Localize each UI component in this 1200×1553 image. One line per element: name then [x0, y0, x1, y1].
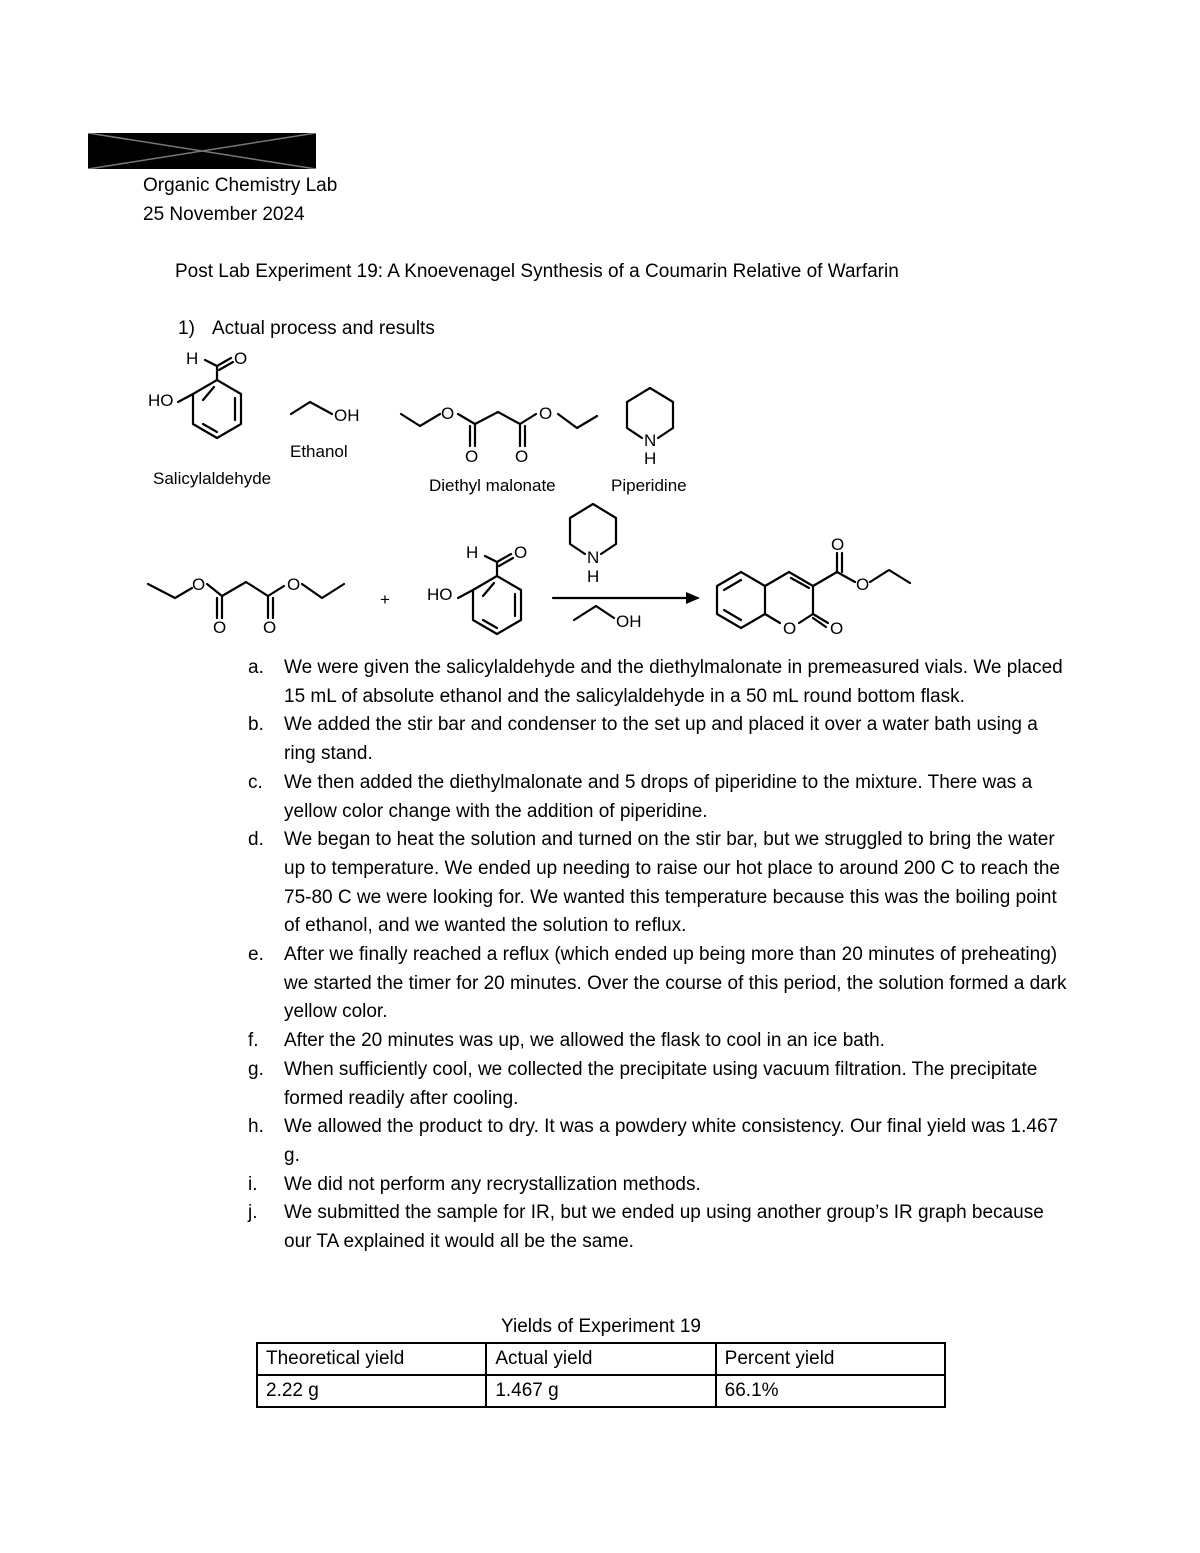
- atom-label: O: [263, 618, 277, 637]
- redacted-name-box: [88, 133, 316, 169]
- atom-label: HO: [427, 585, 453, 604]
- report-date: 25 November 2024: [143, 204, 305, 225]
- coumarin-product-structure: [717, 553, 910, 628]
- step-label: h.: [248, 1116, 264, 1138]
- atom-label: O: [465, 447, 479, 466]
- list-item: [248, 1027, 1068, 1056]
- atom-label: H: [587, 567, 600, 586]
- step-text: After the 20 minutes was up, we allowed the flask to cool in an ice bath.: [284, 1030, 885, 1052]
- step-label: b.: [248, 714, 264, 736]
- reaction-malonate-structure: [148, 582, 344, 618]
- list-item: [248, 654, 1068, 711]
- atom-label: O: [539, 404, 553, 423]
- atom-label: O: [234, 349, 248, 368]
- table-caption: Yields of Experiment 19: [501, 1316, 701, 1337]
- step-label: a.: [248, 657, 264, 678]
- atom-label: O: [783, 619, 797, 638]
- reaction-salicylaldehyde-structure: [458, 554, 521, 634]
- plus-sign: +: [380, 590, 390, 609]
- list-item: [248, 1199, 1068, 1256]
- course-name: Organic Chemistry Lab: [143, 175, 338, 196]
- atom-label: N: [644, 431, 657, 450]
- atom-label: H: [186, 349, 199, 368]
- atom-label: O: [515, 447, 529, 466]
- structure-name: Salicylaldehyde: [153, 469, 272, 488]
- atom-label: H: [644, 449, 657, 468]
- section-heading: [178, 318, 435, 340]
- step-text: We submitted the sample for IR, but we ended up using another group’s IR graph because our TA explained it would all be the same.: [284, 1202, 1044, 1253]
- procedure-steps-list: [248, 654, 1068, 1257]
- structure-name: Ethanol: [290, 442, 348, 461]
- solvent-ethanol-structure: [574, 606, 614, 620]
- atom-label: OH: [334, 406, 360, 425]
- structure-name: Diethyl malonate: [429, 476, 556, 495]
- atom-label: O: [192, 575, 206, 594]
- table-cell: 66.1%: [716, 1375, 945, 1407]
- table-header-cell: Actual yield: [486, 1343, 715, 1375]
- salicylaldehyde-structure: [178, 358, 241, 438]
- atom-label: H: [466, 543, 479, 562]
- list-item: [248, 1113, 1068, 1170]
- list-item: [248, 1171, 1068, 1200]
- table-cell: 2.22 g: [257, 1375, 486, 1407]
- table-header-row: [257, 1343, 945, 1375]
- yields-table: [256, 1342, 946, 1408]
- table-header-cell: Theoretical yield: [257, 1343, 486, 1375]
- chemical-structures-figure: [0, 340, 1200, 650]
- atom-label: O: [831, 535, 845, 554]
- diethyl-malonate-structure: [401, 412, 597, 446]
- atom-label: OH: [616, 612, 642, 631]
- step-text: We then added the diethylmalonate and 5 drops of piperidine to the mixture. There was a yellow color change with the addition of piperidine.: [284, 771, 1033, 822]
- section-number: 1): [178, 318, 195, 339]
- list-item: [248, 826, 1068, 941]
- atom-label: O: [287, 575, 301, 594]
- list-item: [248, 1056, 1068, 1113]
- step-label: f.: [248, 1030, 259, 1052]
- step-label: c.: [248, 771, 263, 793]
- table-cell: 1.467 g: [486, 1375, 715, 1407]
- atom-label: HO: [148, 391, 174, 410]
- atom-label: O: [514, 543, 528, 562]
- table-header-cell: Percent yield: [716, 1343, 945, 1375]
- list-item: [248, 941, 1068, 1027]
- step-text: We did not perform any recrystallization methods.: [284, 1173, 701, 1195]
- step-text: We added the stir bar and condenser to the set up and placed it over a water bath using a ring stand.: [284, 714, 1038, 765]
- step-text: We allowed the product to dry. It was a powdery white consistency. Our final yield was 1.467 g.: [284, 1116, 1059, 1166]
- step-text: We were given the salicylaldehyde and the diethylmalonate in premeasured vials. We placed 15 mL of absolute ethanol and the salicylaldehyde in a 50 mL round bottom flask.: [284, 657, 1063, 707]
- atom-label: N: [587, 548, 600, 567]
- table-row: [257, 1375, 945, 1407]
- step-text: We began to heat the solution and turned on the stir bar, but we struggled to bring the water up to temperature. We ended up needing to raise our hot place to around 200 C to reach the 75-80 C we were looking for. We wanted this temperature because this was the boiling point of ethanol, and we wanted the solution to reflux.: [284, 829, 1061, 937]
- list-item: [248, 711, 1068, 768]
- section-title: Actual process and results: [212, 318, 435, 339]
- page-title: Post Lab Experiment 19: A Knoevenagel Synthesis of a Coumarin Relative of Warfarin: [175, 261, 899, 282]
- structure-name: Piperidine: [611, 476, 687, 495]
- step-label: g.: [248, 1058, 264, 1080]
- step-label: e.: [248, 944, 264, 966]
- atom-label: O: [856, 575, 870, 594]
- step-text: When sufficiently cool, we collected the precipitate using vacuum filtration. The precipitate formed readily after cooling.: [284, 1058, 1038, 1109]
- catalyst-piperidine-structure: [570, 504, 616, 554]
- atom-label: O: [830, 619, 844, 638]
- reaction-arrowhead: [686, 592, 700, 604]
- step-label: d.: [248, 829, 264, 851]
- atom-label: O: [213, 618, 227, 637]
- step-text: After we finally reached a reflux (which ended up being more than 20 minutes of preheating) we started the timer for 20 minutes. Over the course of this period, the solution formed a dark yellow color.: [284, 944, 1067, 1023]
- ethanol-structure: [291, 402, 332, 414]
- atom-label: O: [441, 404, 455, 423]
- step-label: i.: [248, 1173, 258, 1195]
- list-item: [248, 769, 1068, 826]
- step-label: j.: [248, 1202, 258, 1224]
